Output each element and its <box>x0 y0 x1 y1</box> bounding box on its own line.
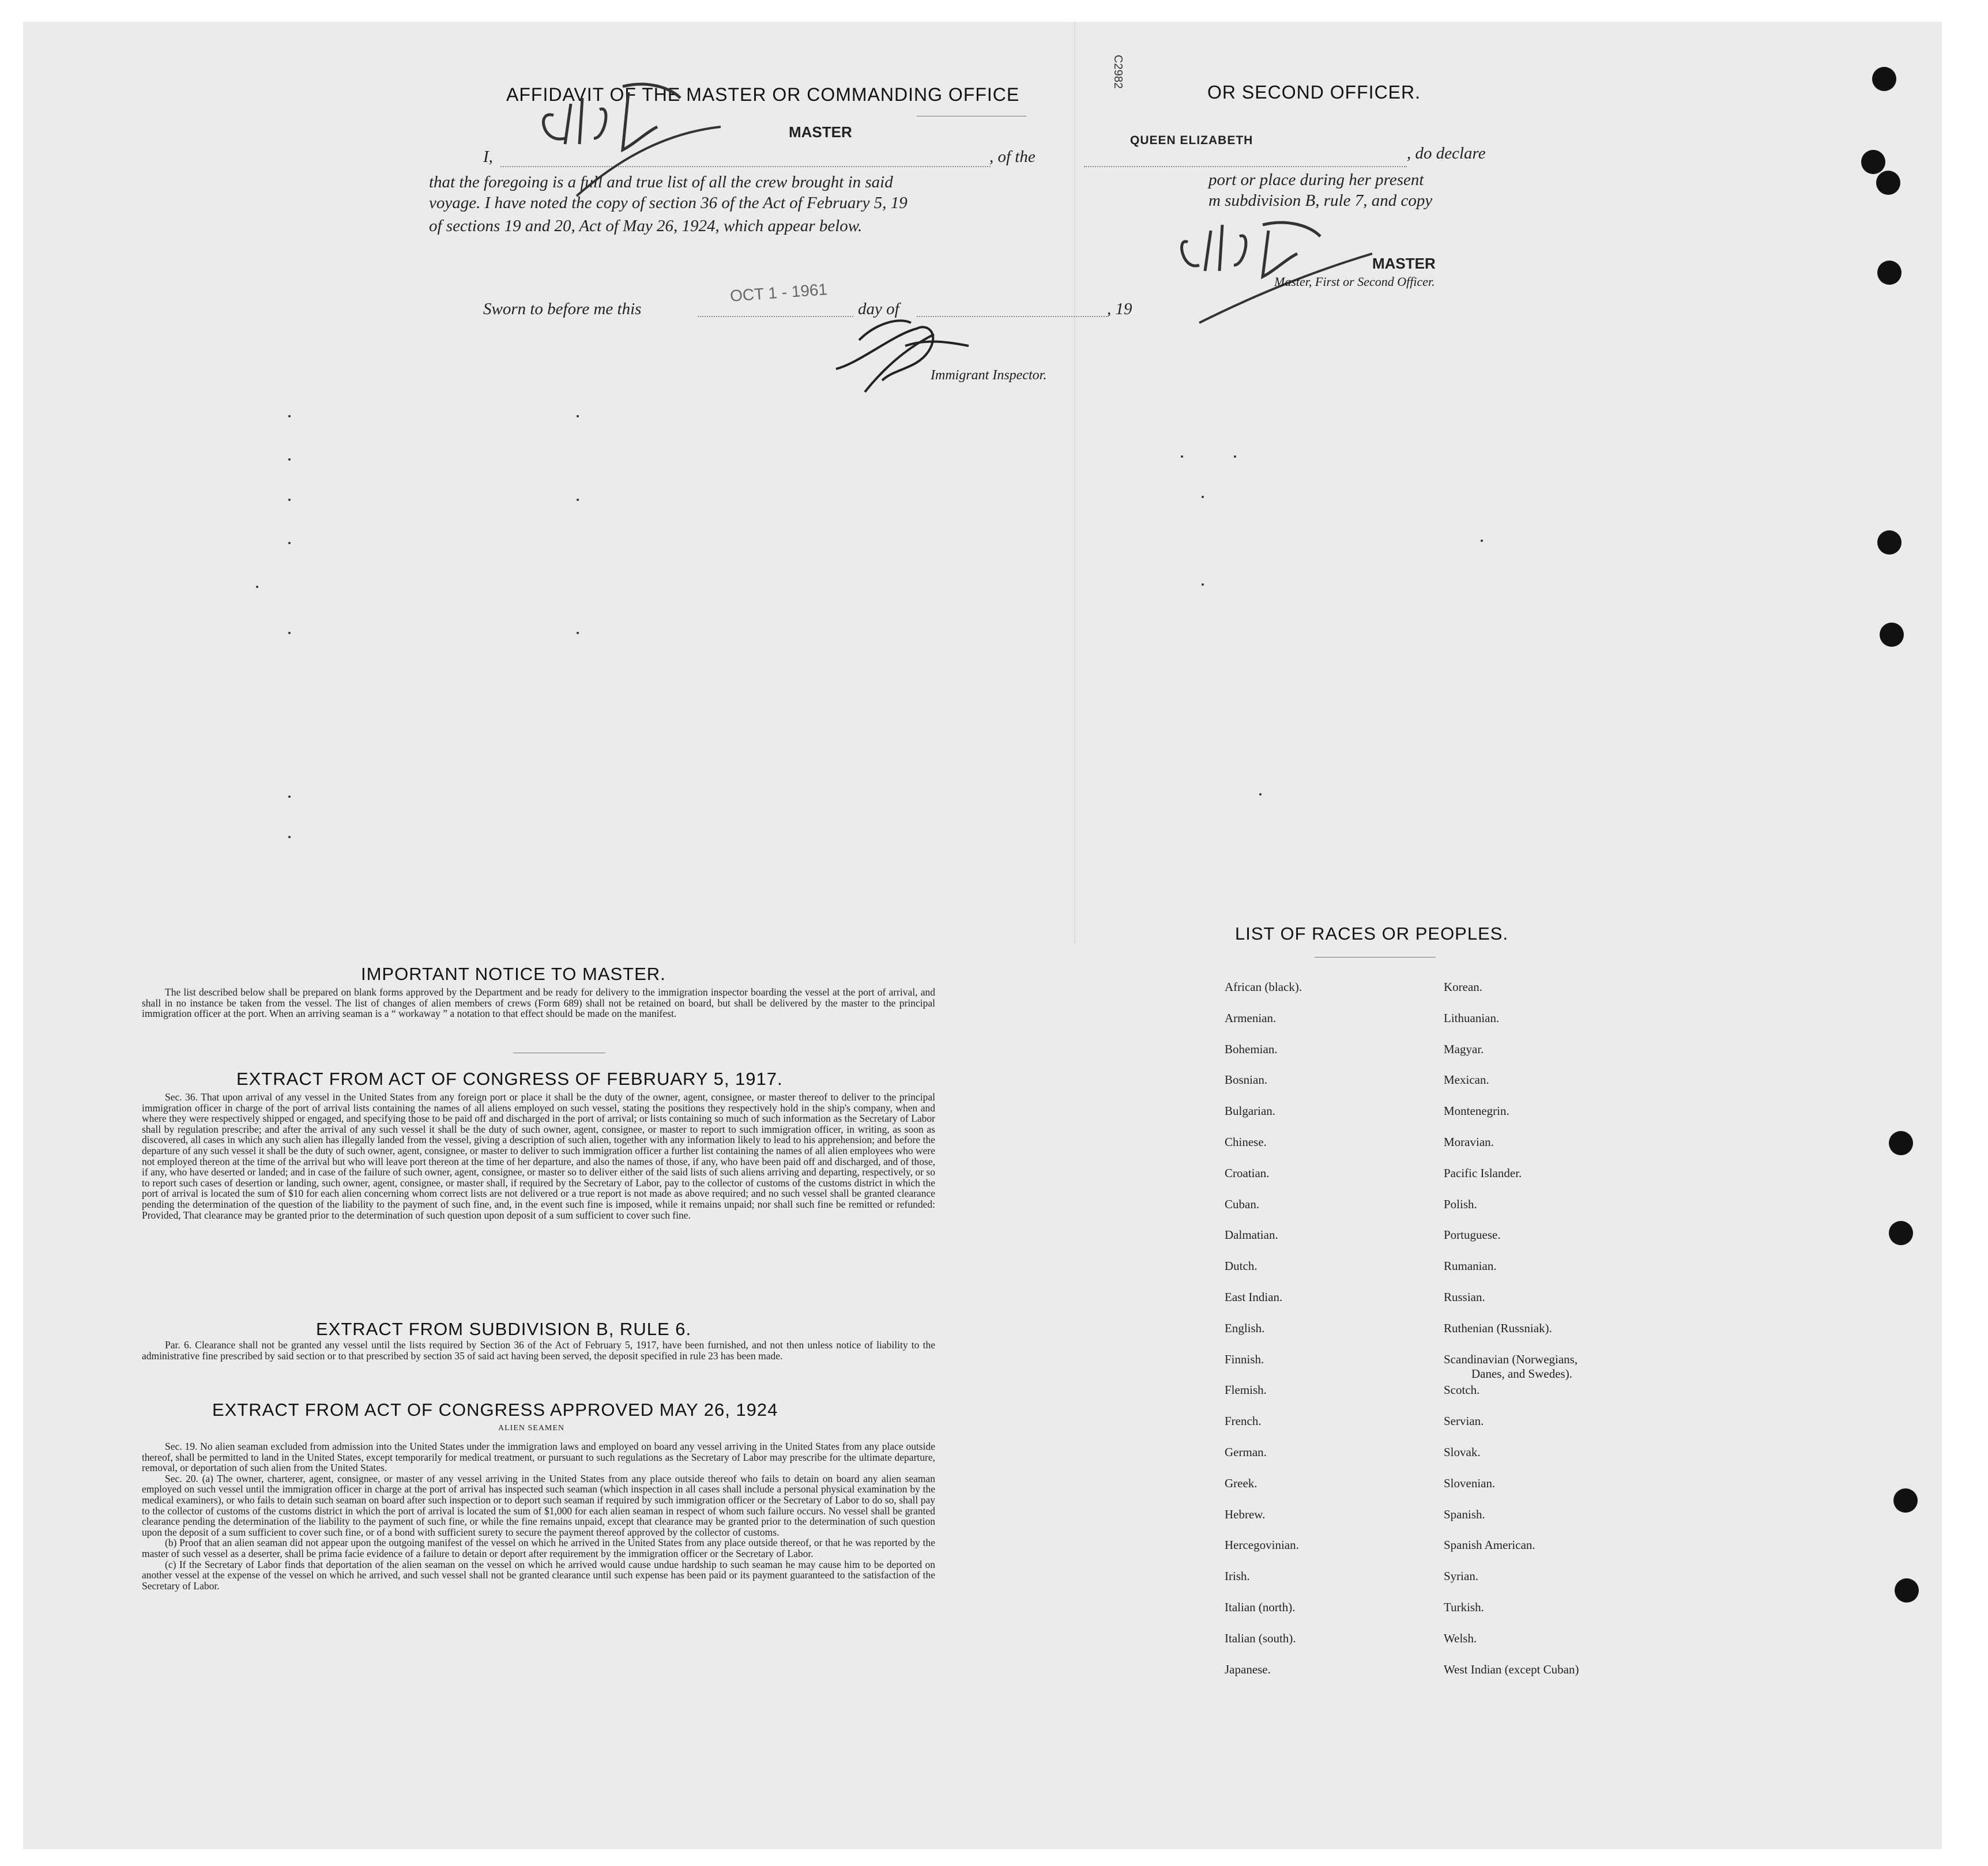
race-item: Polish. <box>1444 1197 1477 1211</box>
sec-20c-paragraph: (c) If the Secretary of Labor finds that deportation of the alien seaman on the vessel on which he arrived would cause undue hardship to such seaman he may cause him to be deported on another vessel at the expense of the vessel on which he arrived, and such vessel shall not be granted clearance until such expense has been paid or its payment guaranteed to the satisfaction of the Secretary of Labor. <box>142 1558 935 1592</box>
sworn-day-of: day of <box>858 300 899 318</box>
extract-1917-text <box>142 1092 935 1220</box>
race-item: Magyar. <box>1444 1042 1484 1056</box>
race-item: Hercegovinian. <box>1225 1538 1299 1552</box>
race-item: Irish. <box>1225 1569 1250 1584</box>
sec-36-paragraph: Sec. 36. That upon arrival of any vessel in the United States from any foreign port or place it shall be the duty of the owner, agent, consignee, or master thereof to deliver to the principal immigration officer in charge of the port of arrival lists containing the names of all aliens employed on such vessel, stating the positions they respectively hold in the ship's company, when and where they were respectively shipped or engaged, and specifying those to be paid off and discharged in the port of arrival; or lists containing so much of such information as the Secretary of Labor shall by regulation prescribe; and after the arrival of any such vessel it shall be the duty of such owner, agent, consignee, or master to report to such immigration officer, in writing, as soon as discovered, all cases in which any such alien has illegally landed from the vessel, giving a description of such alien, together with any information likely to lead to his apprehension; and before the departure of any such vessel it shall be the duty of such owner, agent, consignee, or master to deliver to such immigration officer a further list containing the names of all alien employees who were not employed thereon at the time of the arrival but who will leave port thereon at the time of her departure, and also the names of those, if any, who have been paid off and discharged, and of those, if any, who have deserted or landed; and in case of the failure of such owner, agent, consignee, or master so to deliver either of the said lists of such aliens arriving and departing, respectively, or so to report such cases of desertion or landing, such owner, agent, consignee, or master shall, if required by the Secretary of Labor, pay to the collector of customs of the customs district in which the port of arrival is located the sum of $10 for each alien concerning whom correct lists are not delivered or a true report is not made as above required; and no such vessel shall be granted clearance pending the determination of the question of the liability to the payment of such fine, and, in the event such fine is imposed, while it remains unpaid; nor shall such fine be remitted or refunded: Provided, That clearance may be granted prior to the determination of such question upon deposit of a sum sufficient to cover such fine. <box>142 1091 935 1221</box>
master-caption: Master, First or Second Officer. <box>1274 274 1435 289</box>
speck <box>1234 455 1236 458</box>
affidavit-of-the: , of the <box>989 148 1036 166</box>
speck <box>1181 455 1183 458</box>
speck <box>256 586 258 588</box>
race-item: Dalmatian. <box>1225 1228 1278 1242</box>
race-item: Spanish. <box>1444 1507 1485 1521</box>
speck <box>1259 793 1262 796</box>
race-item: Moravian. <box>1444 1134 1494 1149</box>
race-item: Hebrew. <box>1225 1507 1266 1521</box>
sworn-year: , 19 <box>1107 300 1132 318</box>
race-item: Armenian. <box>1225 1011 1277 1025</box>
race-item-line2: Danes, and Swedes). <box>1471 1366 1572 1381</box>
race-item: African (black). <box>1225 980 1302 994</box>
inspector-caption: Immigrant Inspector. <box>931 368 1047 383</box>
race-item: Korean. <box>1444 980 1483 994</box>
race-item: West Indian (except Cuban) <box>1444 1662 1579 1676</box>
race-item: German. <box>1225 1445 1267 1459</box>
affidavit-title-right: OR SECOND OFFICER. <box>1207 82 1421 103</box>
race-item: Italian (south). <box>1225 1631 1296 1645</box>
race-item: Bosnian. <box>1225 1073 1268 1087</box>
page-fold <box>1074 22 1075 944</box>
speck <box>1202 583 1204 586</box>
par-6-paragraph: Par. 6. Clearance shall not be granted any vessel until the lists required by Section 36 of the Act of February 5, 1917, have been furnished, and not then unless notice of liability to the administrative fine prescribed by said section or to that prescribed by section 35 of said act having been served, the deposit specified in rule 23 has been made. <box>142 1339 935 1362</box>
race-item: Russian. <box>1444 1290 1485 1304</box>
sec-20b-paragraph: (b) Proof that an alien seaman did not appear upon the outgoing manifest of the vessel on which he arrived in the United States from any place outside thereof, or that he was reported by the master of such vessel as a deserter, shall be prima facie evidence of a failure to detain or deport after requirement by the immigration officer or the Secretary of Labor. <box>142 1537 935 1559</box>
race-item: Servian. <box>1444 1414 1484 1428</box>
subdivision-text <box>142 1340 935 1361</box>
notice-paragraph: The list described below shall be prepared on blank forms approved by the Department and be ready for delivery to the immigration inspector boarding the vessel at the port of arrival, and shall in no instance be taken from the vessel. The list of changes of alien members of crews (Form 689) shall not be retained on board, but shall be delivered by the master to the principal immigration officer at the port. When an arriving seaman is a “ workaway ” a notation to that effect should be made on the manifest. <box>142 986 935 1020</box>
sworn-text: Sworn to before me this <box>483 300 642 318</box>
speck <box>288 415 291 417</box>
affidavit-title-left: AFFIDAVIT OF THE MASTER OR COMMANDING OFFICE <box>506 84 1020 105</box>
race-item: Flemish. <box>1225 1383 1267 1397</box>
punch-hole <box>1893 1488 1918 1513</box>
race-item: Montenegrin. <box>1444 1104 1509 1118</box>
race-item: Finnish. <box>1225 1352 1264 1366</box>
master-label: MASTER <box>789 123 852 141</box>
race-item: Dutch. <box>1225 1259 1257 1273</box>
punch-hole <box>1872 67 1896 91</box>
affidavit-line3-right: m subdivision B, rule 7, and copy <box>1208 191 1433 210</box>
race-item: Turkish. <box>1444 1600 1484 1614</box>
race-item: Slovenian. <box>1444 1476 1496 1490</box>
speck <box>577 499 579 501</box>
speck <box>288 458 291 461</box>
race-item: Bulgarian. <box>1225 1104 1276 1118</box>
master-stamp: MASTER <box>1372 255 1436 272</box>
race-item-line1: Scandinavian (Norwegians, <box>1444 1352 1578 1366</box>
affidavit-i: I, <box>483 148 493 166</box>
speck <box>288 836 291 838</box>
race-item: Welsh. <box>1444 1631 1477 1645</box>
affidavit-line2-left: that the foregoing is a full and true list of all the crew brought in said <box>429 173 893 191</box>
race-item: Bohemian. <box>1225 1042 1278 1056</box>
race-item: Cuban. <box>1225 1197 1260 1211</box>
race-item: Italian (north). <box>1225 1600 1296 1614</box>
punch-hole <box>1876 171 1900 195</box>
speck <box>1481 540 1483 542</box>
punch-hole <box>1880 623 1904 647</box>
punch-hole <box>1877 530 1902 555</box>
punch-hole <box>1889 1221 1913 1245</box>
sec-19-paragraph: Sec. 19. No alien seaman excluded from admission into the United States under the immigration laws and employed on board any vessel arriving in the United States from any place outside thereof, shall be permitted to land in the United States, except temporarily for medical treatment, or pursuant to such regulations as the Secretary of Labor may prescribe for the ultimate departure, removal, or deportation of such alien from the United States. <box>142 1441 935 1474</box>
affidavit-line4: of sections 19 and 20, Act of May 26, 1924, which appear below. <box>429 217 863 235</box>
master-signature-right <box>1176 213 1418 334</box>
race-item: Slovak. <box>1444 1445 1481 1459</box>
notice-text <box>142 987 935 1019</box>
race-item: Scotch. <box>1444 1383 1480 1397</box>
race-item: Chinese. <box>1225 1134 1267 1149</box>
archive-stamp: C2982 <box>1112 55 1124 89</box>
race-item: Pacific Islander. <box>1444 1166 1522 1180</box>
ship-name: QUEEN ELIZABETH <box>1130 134 1253 147</box>
race-item: Japanese. <box>1225 1662 1271 1676</box>
subdivision-title: EXTRACT FROM SUBDIVISION B, RULE 6. <box>316 1319 692 1339</box>
race-item <box>1444 1352 1579 1384</box>
punch-hole <box>1895 1578 1919 1603</box>
race-item: Mexican. <box>1444 1073 1489 1087</box>
speck <box>577 415 579 417</box>
race-item: Syrian. <box>1444 1569 1479 1584</box>
race-item: Greek. <box>1225 1476 1257 1490</box>
speck <box>1202 496 1204 498</box>
races-left-column <box>1225 980 1302 1693</box>
speck <box>288 499 291 501</box>
ship-name-line <box>1084 166 1407 167</box>
race-item: Rumanian. <box>1444 1259 1497 1273</box>
race-item: Croatian. <box>1225 1166 1270 1180</box>
punch-hole <box>1861 150 1885 174</box>
races-right-column <box>1444 980 1579 1693</box>
race-item: English. <box>1225 1321 1265 1335</box>
race-item: Spanish American. <box>1444 1538 1535 1552</box>
date-stamp: OCT 1 - 1961 <box>729 280 828 305</box>
master-signature-top <box>530 63 750 213</box>
speck <box>288 632 291 634</box>
affidavit-line3-left: voyage. I have noted the copy of section 36 of the Act of February 5, 19 <box>429 194 908 212</box>
notice-title: IMPORTANT NOTICE TO MASTER. <box>361 964 666 984</box>
extract-1924-title: EXTRACT FROM ACT OF CONGRESS APPROVED MAY 26, 1924 <box>212 1400 778 1420</box>
races-title: LIST OF RACES OR PEOPLES. <box>1235 923 1509 944</box>
punch-hole <box>1877 261 1902 285</box>
race-item: Portuguese. <box>1444 1228 1501 1242</box>
speck <box>288 542 291 544</box>
punch-hole <box>1889 1131 1913 1155</box>
affidavit-declare: , do declare <box>1407 144 1486 163</box>
speck <box>288 796 291 798</box>
alien-seamen-subtitle: ALIEN SEAMEN <box>498 1424 565 1433</box>
race-item: French. <box>1225 1414 1262 1428</box>
race-item: East Indian. <box>1225 1290 1283 1304</box>
race-item: Lithuanian. <box>1444 1011 1500 1025</box>
extract-1924-text <box>142 1441 935 1591</box>
affidavit-line2-right: port or place during her present <box>1208 171 1424 189</box>
speck <box>577 632 579 634</box>
sec-20a-paragraph: Sec. 20. (a) The owner, charterer, agent, consignee, or master of any vessel arriving in the United States from any place outside thereof who fails to detain on board any alien seaman employed on such vessel until the immigration officer in charge at the port of arrival has inspected such seaman (which inspection in all cases shall include a personal physical examination by the medical examiners), or who fails to detain such seaman on board after such inspection or to deport such seaman if required by such immigration officer or the Secretary of Labor to do so, shall pay to the collector of customs of the customs district in which the port of arrival is located the sum of $1,000 for each alien seaman in respect of whom such failure occurs. No vessel shall be granted clearance pending the determination of the liability to the payment of such fine, or while the fine remains unpaid, except that clearance may be granted prior to the determination of such question upon the deposit of a sum sufficient to cover such fine, or of a bond with sufficient surety to secure the payment thereof approved by the collector of customs. <box>142 1472 935 1538</box>
race-item: Ruthenian (Russniak). <box>1444 1321 1552 1335</box>
extract-1917-title: EXTRACT FROM ACT OF CONGRESS OF FEBRUARY 5, 1917. <box>236 1069 783 1089</box>
